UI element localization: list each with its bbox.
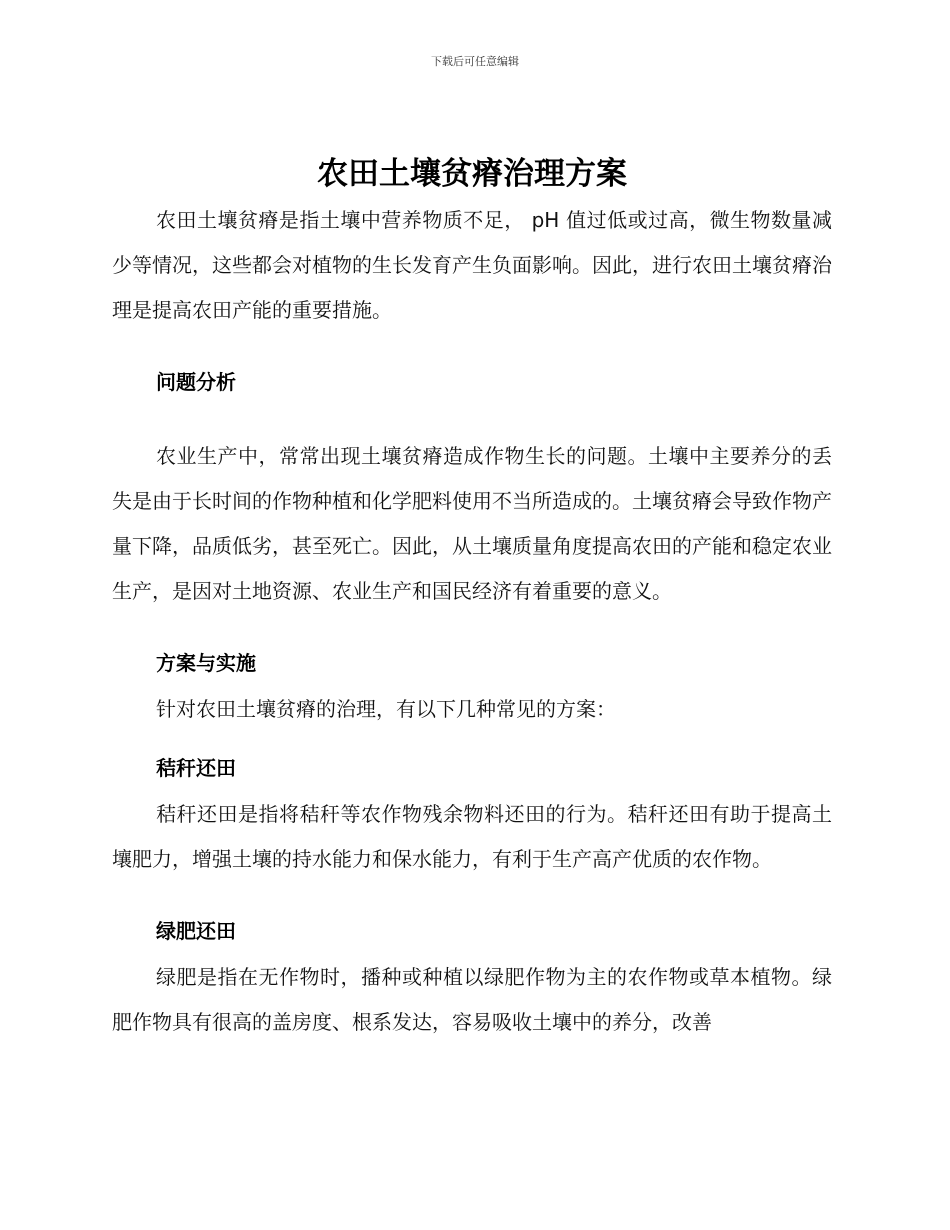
- section-body-straw-return: 秸秆还田是指将秸秆等农作物残余物料还田的行为。秸秆还田有助于提高土壤肥力，增强土壤的持水能力和保水能力，有利于生产高产优质的农作物。: [112, 802, 832, 871]
- green-manure-section: [112, 895, 832, 1045]
- intro-paragraph: 农田土壤贫瘠是指土壤中营养物质不足， pH 值过低或过高，微生物数量减少等情况，这些都会对植物的生长发育产生负面影响。因此，进行农田土壤贫瘠治理是提高农田产能的重要措施。: [112, 208, 832, 322]
- section-body-plan-implementation: 针对农田土壤贫瘠的治理，有以下几种常见的方案：: [156, 697, 616, 721]
- problem-analysis-section: [112, 346, 832, 614]
- straw-return-section: [112, 732, 832, 882]
- section-body-green-manure: 绿肥是指在无作物时，播种或种植以绿肥作物为主的农作物或草本植物。绿肥作物具有很高的盖房度、根系发达，容易吸收土壤中的养分，改善: [112, 965, 832, 1034]
- plan-implementation-section: [112, 627, 832, 732]
- section-body-problem-analysis: 农业生产中，常常出现土壤贫瘠造成作物生长的问题。土壤中主要养分的丢失是由于长时间的作物种植和化学肥料使用不当所造成的。土壤贫瘠会导致作物产量下降，品质低劣，甚至死亡。因此，从土壤质量角度提高农田的产能和稳定农业生产，是因对土地资源、农业生产和国民经济有着重要的意义。: [112, 444, 832, 603]
- header-note: 下载后可任意编辑: [431, 55, 519, 68]
- section-heading-straw-return: 秸秆还田: [156, 756, 236, 780]
- section-heading-plan-implementation: 方案与实施: [156, 651, 256, 675]
- section-heading-green-manure: 绿肥还田: [156, 919, 236, 943]
- document-content: [112, 150, 832, 1045]
- section-heading-problem-analysis: 问题分析: [156, 370, 236, 394]
- document-title: 农田土壤贫瘠治理方案: [317, 156, 627, 192]
